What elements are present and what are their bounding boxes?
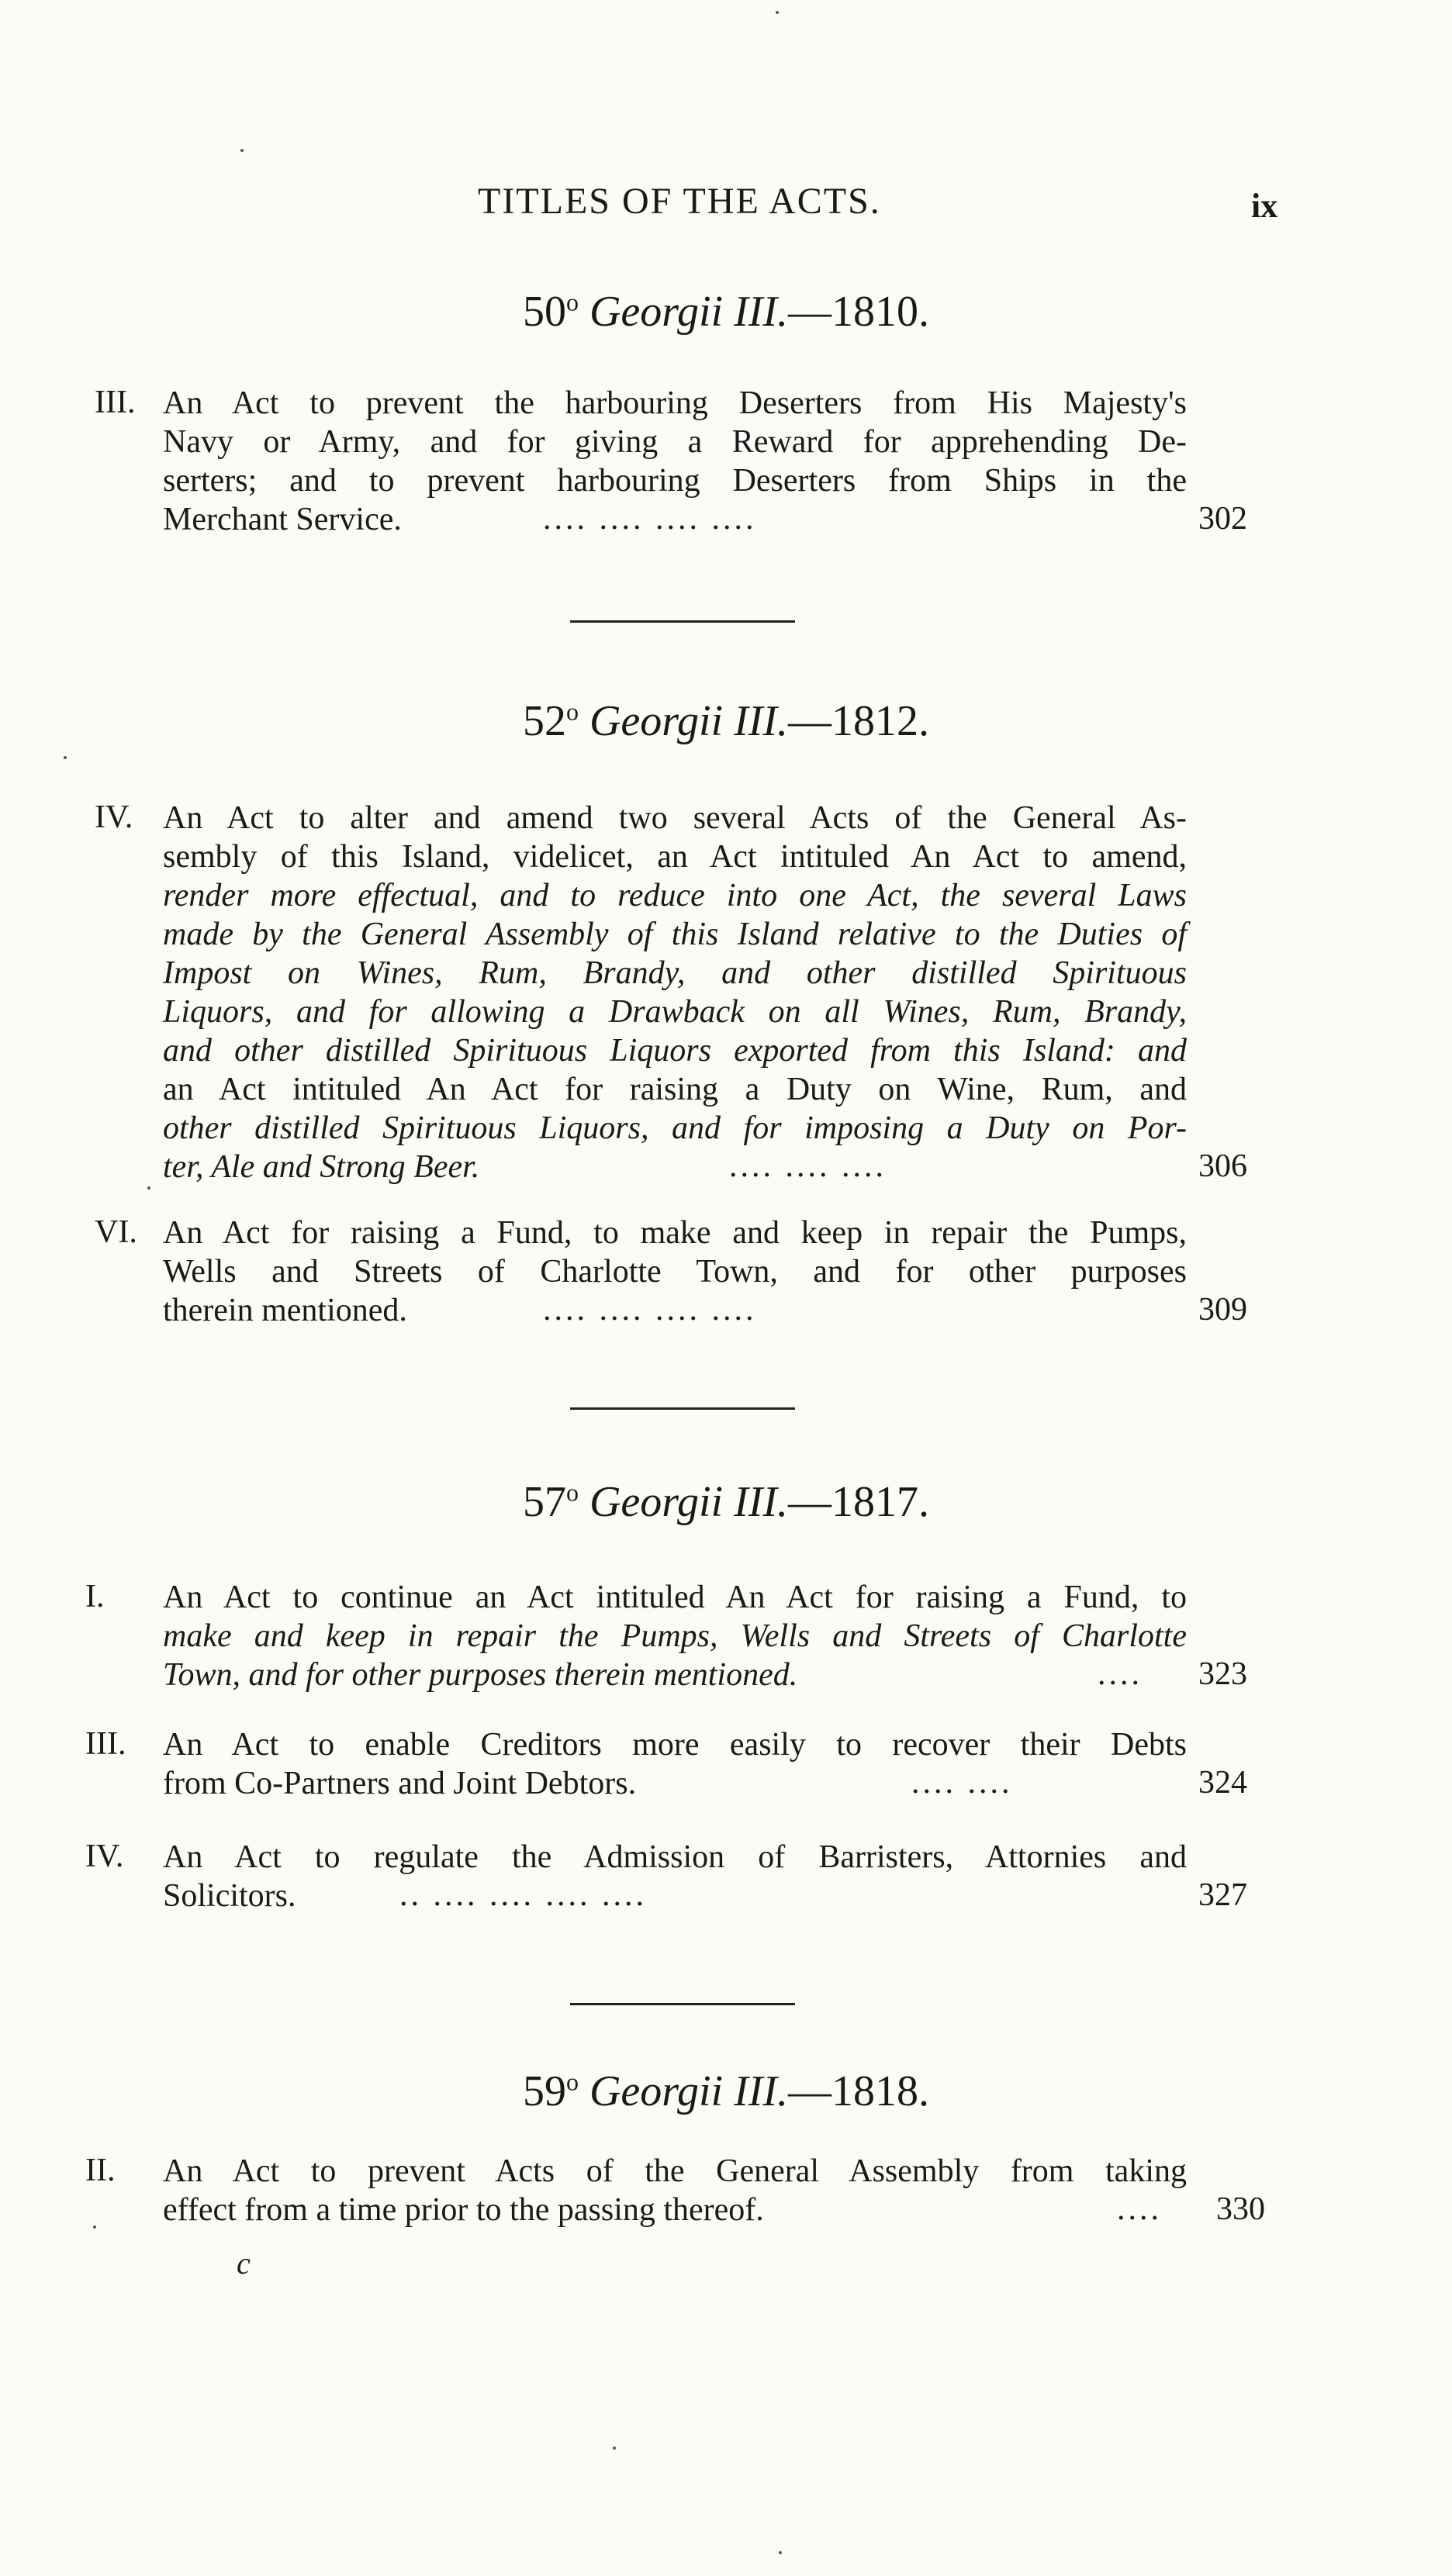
act-title: An Act to regulate the Admission of Barristers, Attornies and Solicitors. [163,1839,1187,1914]
act-page-reference: 302 [1198,501,1247,537]
act-numeral: III. [95,385,136,420]
act-page-reference: 324 [1198,1765,1247,1801]
page-number: ix [1251,187,1278,225]
act-title: An Act to alter and amend two several Acts of the General As- sembly of this Island, videlicet, an Act intituled An Act to amend, render more effectual, and to reduce into one Act, the several Laws made by the General Assembly of this Island relative to the Duties of Impost on Wines, Rum, Brandy, and other distilled Spirituous Liquors, and for allowing a Drawback on all Wines, Rum, Brandy, and other distilled Spirituous Liquors exported from this Island: and an Act intituled An Act for raising a Duty on Wine, Rum, and other distilled Spirituous Liquors, and for imposing a Duty on Por- ter, Ale and Strong Beer. [163,800,1187,1185]
signature-mark: c [237,2246,251,2281]
dot-leaders: .... .... .... .... [543,501,757,537]
running-title: TITLES OF THE ACTS. [478,181,881,222]
dot-leaders: .. .... .... .... .... [399,1877,647,1913]
scan-speck [613,2447,616,2450]
section-divider [570,620,795,623]
act-page-reference: 327 [1198,1877,1247,1913]
section-heading: 52$^o$ Georgii III.—1812. [522,697,930,745]
act-page-reference: 309 [1198,1292,1247,1328]
section-divider [570,2003,795,2005]
act-page-reference: 330 [1216,2191,1265,2227]
scan-speck [64,756,67,759]
act-title: An Act to prevent the harbouring Deserters from His Majesty's Navy or Army, and for giving a Reward for apprehending De- serters; and to prevent harbouring Deserters from Ships in the Merchant Service. [163,385,1187,537]
act-title: An Act for raising a Fund, to make and keep in repair the Pumps, Wells and Streets of Charlotte Town, and for other purposes therein mentioned. [163,1215,1187,1328]
act-page-reference: 323 [1198,1656,1247,1692]
dot-leaders: .... .... .... .... [543,1292,757,1328]
act-numeral: III. [85,1726,126,1762]
act-numeral: VI. [95,1214,137,1250]
section-heading: 59$^o$ Georgii III.—1818. [522,2067,930,2115]
act-numeral: IV. [95,799,133,835]
act-title: An Act to continue an Act intituled An Act for raising a Fund, to make and keep in repair the Pumps, Wells and Streets of Charlotte Town, and for other purposes therein mentioned. [163,1580,1187,1693]
scan-speck [93,2226,96,2229]
act-title: An Act to enable Creditors more easily to recover their Debts from Co-Partners and Joint Debtors. [163,1727,1187,1801]
dot-leaders: .... [1098,1656,1143,1692]
act-numeral: I. [85,1579,105,1614]
running-head [0,180,1452,234]
dot-leaders: .... [1117,2191,1162,2227]
section-divider [570,1407,795,1410]
scan-speck [147,1186,150,1190]
scan-speck [779,2551,782,2554]
dot-leaders: .... .... .... [729,1148,887,1184]
act-numeral: II. [85,2153,116,2188]
scan-speck [776,11,779,14]
act-title: An Act to prevent Acts of the General Assembly from taking effect from a time prior to the passing thereof. [163,2153,1187,2228]
act-page-reference: 306 [1198,1148,1247,1184]
section-heading: 50$^o$ Georgii III.—1810. [522,288,930,336]
act-numeral: IV. [85,1839,124,1874]
scan-speck [240,149,244,152]
section-heading: 57$^o$ Georgii III.—1817. [522,1478,930,1526]
dot-leaders: .... .... [911,1765,1013,1801]
